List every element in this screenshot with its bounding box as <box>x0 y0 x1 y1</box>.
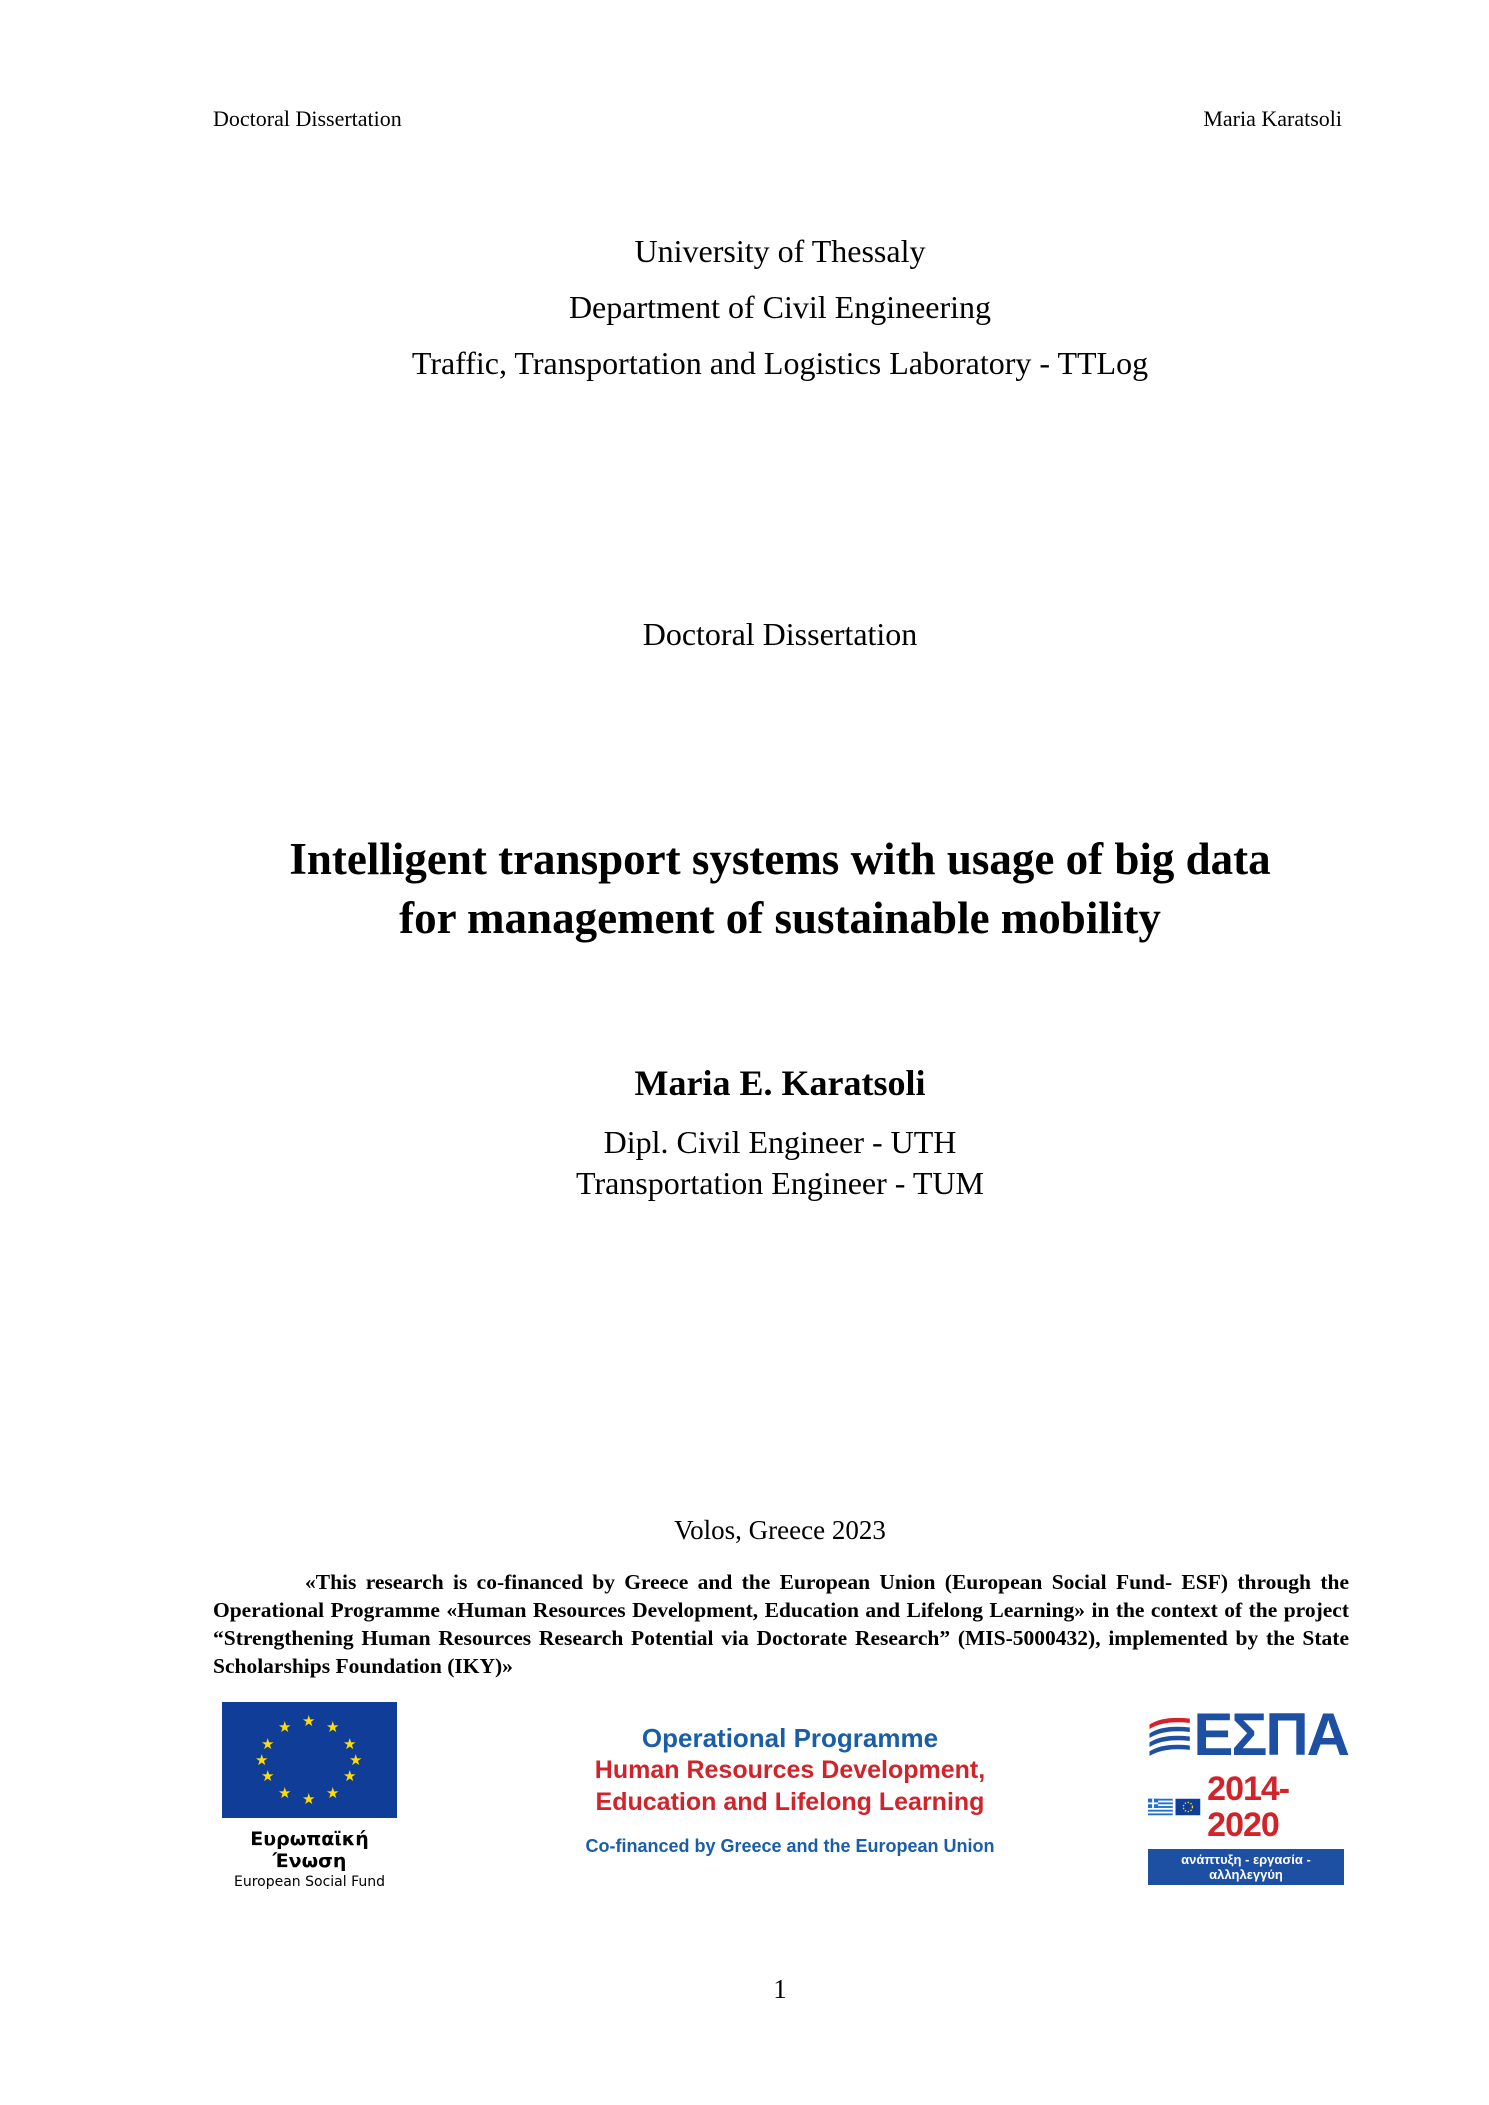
author-name: Maria E. Karatsoli <box>634 1063 926 1103</box>
running-header-left: Doctoral Dissertation <box>213 106 402 131</box>
espa-tagline: ανάπτυξη - εργασία - αλληλεγγύη <box>1148 1849 1344 1885</box>
page-number: 1 <box>773 1974 787 2004</box>
op-line-1: Operational Programme <box>641 1723 939 1753</box>
university-name: University of Thessaly <box>634 233 926 269</box>
place-year: Volos, Greece 2023 <box>674 1515 886 1545</box>
eu-flag-icon: ★ ★ ★ ★ ★ ★ ★ ★ ★ ★ ★ ★ <box>222 1702 397 1818</box>
department-name: Department of Civil Engineering <box>568 289 992 325</box>
greek-eu-flags-icon <box>1148 1796 1201 1818</box>
running-header-right: Maria Karatsoli <box>1203 106 1342 131</box>
espa-word: ΕΣΠΑ <box>1193 1701 1348 1768</box>
credential-2: Transportation Engineer - TUM <box>576 1165 984 1201</box>
institution-block <box>0 223 1489 391</box>
dissertation-title <box>0 830 1489 948</box>
document-type: Doctoral Dissertation <box>642 616 918 652</box>
op-line-2: Human Resources Development, <box>594 1756 986 1784</box>
funding-statement: «This research is co-financed by Greece and the European Union (European Social Fund- ESF) through the Operational Programme «Human Resources Development, Education and Lifelong Learning» in the context of the project “Strengthening Human Resources Research Potential via Doctorate Research” (MIS-5000432), implemented by the State Scholarships Foundation (IKY)» <box>213 1570 1349 1678</box>
op-line-4: Co-financed by Greece and the European Union <box>585 1836 995 1856</box>
eu-fund-name: European Social Fund <box>233 1874 385 1890</box>
operational-programme-logo <box>540 1722 1040 1857</box>
espa-waves-icon <box>1148 1707 1191 1763</box>
eu-name: Ευρωπαϊκή Ένωση <box>250 1828 369 1872</box>
title-line-2: for management of sustainable mobility <box>399 893 1161 943</box>
espa-years: 2014-2020 <box>1207 1770 1290 1844</box>
op-line-3: Education and Lifelong Learning <box>595 1788 985 1816</box>
eu-logo <box>222 1702 402 1890</box>
credential-1: Dipl. Civil Engineer - UTH <box>603 1124 957 1160</box>
author-credentials <box>0 1122 1489 1204</box>
espa-logo <box>1148 1701 1348 1885</box>
title-line-1: Intelligent transport systems with usage of big data <box>289 834 1271 884</box>
lab-name: Traffic, Transportation and Logistics Laboratory - TTLog <box>411 345 1149 381</box>
